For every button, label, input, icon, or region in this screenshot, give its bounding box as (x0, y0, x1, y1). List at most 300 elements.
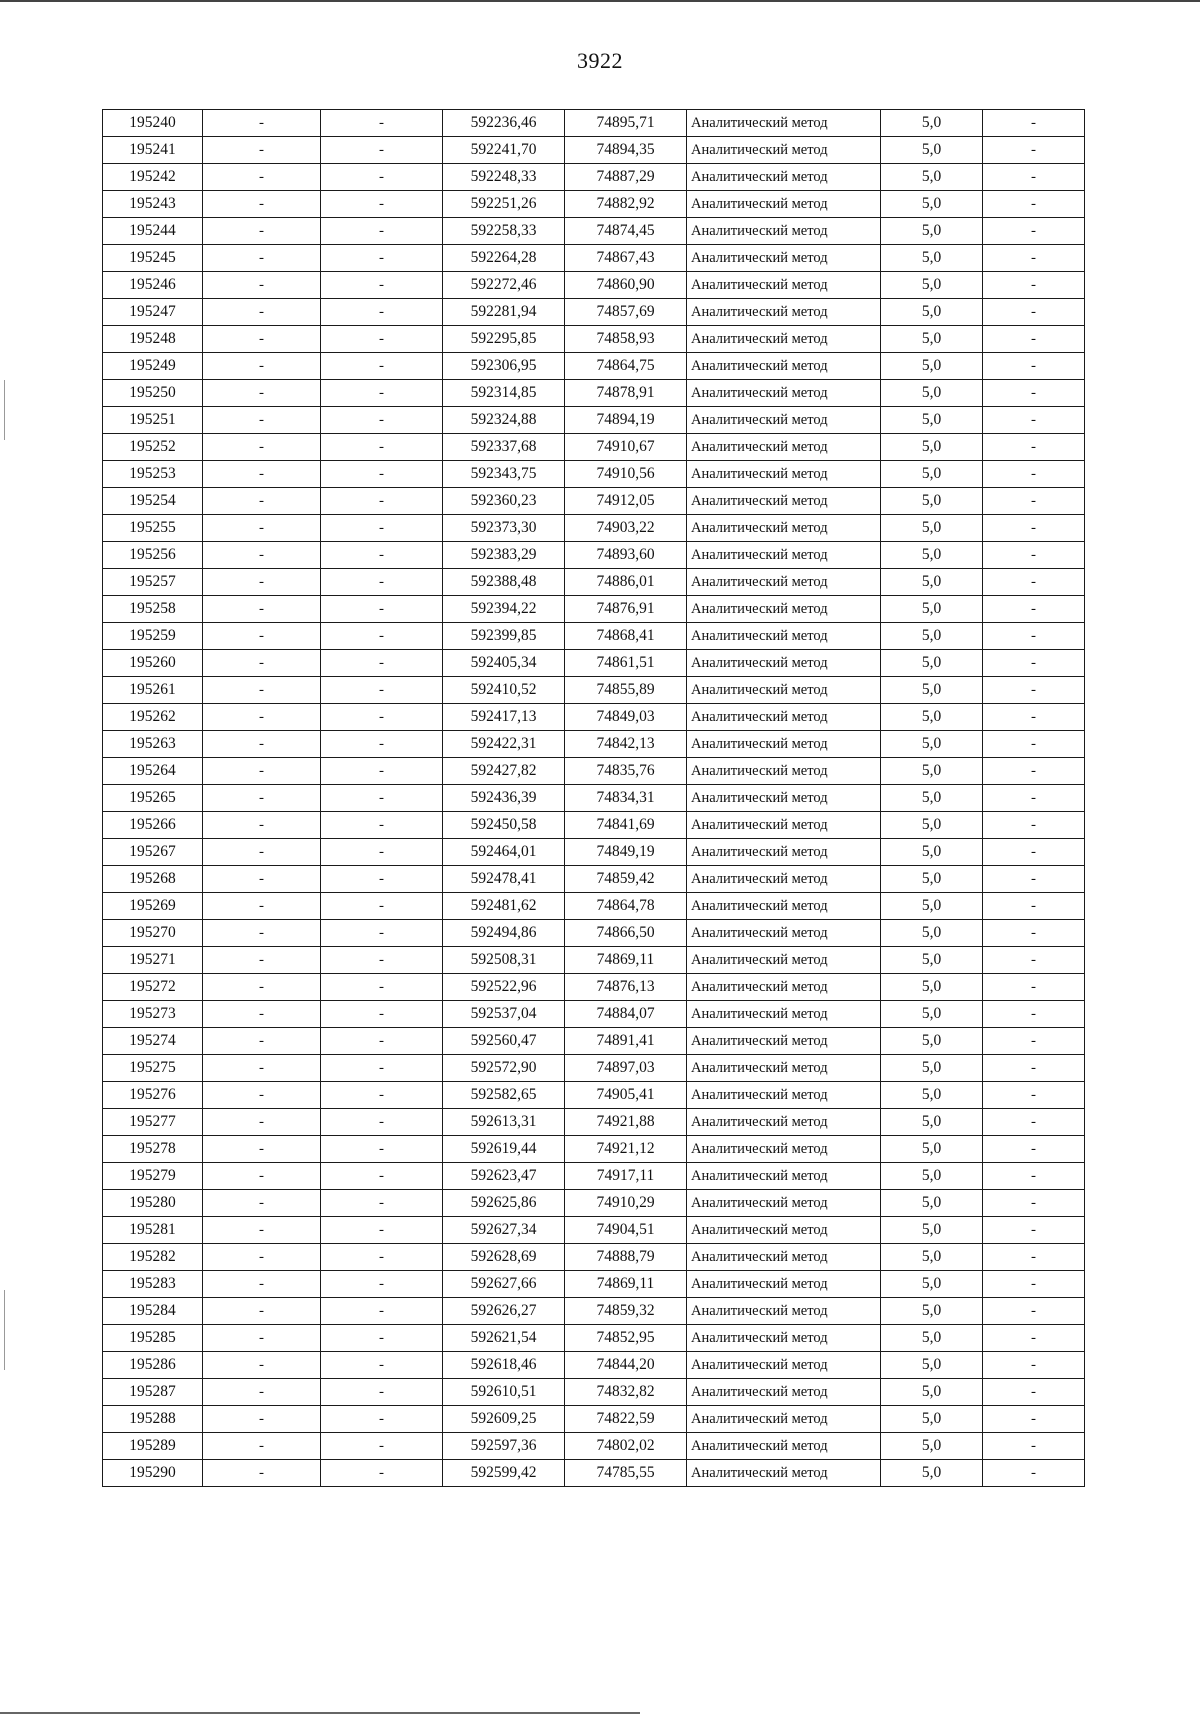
empty-value-cell: - (321, 758, 443, 785)
y-coordinate-cell: 74910,56 (565, 461, 687, 488)
empty-value-cell: - (321, 569, 443, 596)
table-row (103, 515, 1085, 542)
y-coordinate-cell: 74834,31 (565, 785, 687, 812)
table-row (103, 1379, 1085, 1406)
x-coordinate-cell: 592450,58 (443, 812, 565, 839)
method-cell: Аналитический метод (687, 461, 881, 488)
empty-value-cell: - (203, 326, 321, 353)
accuracy-cell: 5,0 (881, 1217, 983, 1244)
point-number-cell: 195277 (103, 1109, 203, 1136)
table-row (103, 110, 1085, 137)
x-coordinate-cell: 592258,33 (443, 218, 565, 245)
empty-value-cell: - (321, 1406, 443, 1433)
y-coordinate-cell: 74910,29 (565, 1190, 687, 1217)
empty-value-cell: - (321, 812, 443, 839)
empty-value-cell: - (203, 299, 321, 326)
y-coordinate-cell: 74905,41 (565, 1082, 687, 1109)
x-coordinate-cell: 592609,25 (443, 1406, 565, 1433)
page-number: 3922 (577, 48, 623, 73)
table-row (103, 623, 1085, 650)
x-coordinate-cell: 592537,04 (443, 1001, 565, 1028)
accuracy-cell: 5,0 (881, 1082, 983, 1109)
empty-value-cell: - (203, 1109, 321, 1136)
x-coordinate-cell: 592494,86 (443, 920, 565, 947)
x-coordinate-cell: 592248,33 (443, 164, 565, 191)
point-number-cell: 195266 (103, 812, 203, 839)
empty-value-cell: - (983, 1001, 1085, 1028)
method-cell: Аналитический метод (687, 542, 881, 569)
empty-value-cell: - (321, 650, 443, 677)
point-number-cell: 195274 (103, 1028, 203, 1055)
empty-value-cell: - (203, 1136, 321, 1163)
empty-value-cell: - (321, 137, 443, 164)
method-cell: Аналитический метод (687, 1460, 881, 1487)
empty-value-cell: - (203, 191, 321, 218)
empty-value-cell: - (203, 704, 321, 731)
y-coordinate-cell: 74921,12 (565, 1136, 687, 1163)
empty-value-cell: - (321, 623, 443, 650)
table-row (103, 1271, 1085, 1298)
method-cell: Аналитический метод (687, 1379, 881, 1406)
y-coordinate-cell: 74897,03 (565, 1055, 687, 1082)
empty-value-cell: - (203, 1163, 321, 1190)
empty-value-cell: - (203, 1244, 321, 1271)
empty-value-cell: - (203, 623, 321, 650)
accuracy-cell: 5,0 (881, 650, 983, 677)
empty-value-cell: - (321, 893, 443, 920)
method-cell: Аналитический метод (687, 1136, 881, 1163)
method-cell: Аналитический метод (687, 353, 881, 380)
empty-value-cell: - (983, 1055, 1085, 1082)
empty-value-cell: - (321, 218, 443, 245)
y-coordinate-cell: 74864,75 (565, 353, 687, 380)
point-number-cell: 195251 (103, 407, 203, 434)
left-scan-mark (4, 1290, 5, 1370)
empty-value-cell: - (321, 245, 443, 272)
empty-value-cell: - (203, 866, 321, 893)
accuracy-cell: 5,0 (881, 1163, 983, 1190)
method-cell: Аналитический метод (687, 1325, 881, 1352)
empty-value-cell: - (321, 1244, 443, 1271)
method-cell: Аналитический метод (687, 272, 881, 299)
y-coordinate-cell: 74858,93 (565, 326, 687, 353)
method-cell: Аналитический метод (687, 1433, 881, 1460)
table-row (103, 677, 1085, 704)
table-row (103, 434, 1085, 461)
point-number-cell: 195261 (103, 677, 203, 704)
empty-value-cell: - (321, 1109, 443, 1136)
empty-value-cell: - (983, 974, 1085, 1001)
point-number-cell: 195273 (103, 1001, 203, 1028)
y-coordinate-cell: 74917,11 (565, 1163, 687, 1190)
y-coordinate-cell: 74903,22 (565, 515, 687, 542)
empty-value-cell: - (983, 1352, 1085, 1379)
accuracy-cell: 5,0 (881, 1298, 983, 1325)
y-coordinate-cell: 74869,11 (565, 947, 687, 974)
empty-value-cell: - (203, 731, 321, 758)
method-cell: Аналитический метод (687, 1217, 881, 1244)
empty-value-cell: - (321, 1433, 443, 1460)
point-number-cell: 195252 (103, 434, 203, 461)
empty-value-cell: - (983, 488, 1085, 515)
x-coordinate-cell: 592582,65 (443, 1082, 565, 1109)
empty-value-cell: - (983, 920, 1085, 947)
empty-value-cell: - (321, 731, 443, 758)
table-row (103, 218, 1085, 245)
y-coordinate-cell: 74882,92 (565, 191, 687, 218)
accuracy-cell: 5,0 (881, 785, 983, 812)
empty-value-cell: - (983, 1217, 1085, 1244)
table-row (103, 353, 1085, 380)
empty-value-cell: - (203, 839, 321, 866)
empty-value-cell: - (321, 677, 443, 704)
empty-value-cell: - (203, 1352, 321, 1379)
y-coordinate-cell: 74802,02 (565, 1433, 687, 1460)
x-coordinate-cell: 592281,94 (443, 299, 565, 326)
empty-value-cell: - (321, 596, 443, 623)
accuracy-cell: 5,0 (881, 1406, 983, 1433)
table-row (103, 1055, 1085, 1082)
x-coordinate-cell: 592251,26 (443, 191, 565, 218)
x-coordinate-cell: 592422,31 (443, 731, 565, 758)
empty-value-cell: - (203, 1325, 321, 1352)
table-row (103, 650, 1085, 677)
method-cell: Аналитический метод (687, 704, 881, 731)
y-coordinate-cell: 74893,60 (565, 542, 687, 569)
empty-value-cell: - (983, 677, 1085, 704)
empty-value-cell: - (203, 488, 321, 515)
point-number-cell: 195269 (103, 893, 203, 920)
empty-value-cell: - (321, 866, 443, 893)
point-number-cell: 195280 (103, 1190, 203, 1217)
empty-value-cell: - (321, 272, 443, 299)
accuracy-cell: 5,0 (881, 272, 983, 299)
empty-value-cell: - (983, 704, 1085, 731)
empty-value-cell: - (321, 1163, 443, 1190)
empty-value-cell: - (321, 110, 443, 137)
empty-value-cell: - (203, 677, 321, 704)
y-coordinate-cell: 74869,11 (565, 1271, 687, 1298)
x-coordinate-cell: 592478,41 (443, 866, 565, 893)
empty-value-cell: - (321, 515, 443, 542)
empty-value-cell: - (983, 785, 1085, 812)
empty-value-cell: - (203, 1028, 321, 1055)
empty-value-cell: - (321, 407, 443, 434)
empty-value-cell: - (203, 1001, 321, 1028)
empty-value-cell: - (983, 812, 1085, 839)
method-cell: Аналитический метод (687, 1298, 881, 1325)
empty-value-cell: - (203, 380, 321, 407)
empty-value-cell: - (983, 245, 1085, 272)
method-cell: Аналитический метод (687, 299, 881, 326)
x-coordinate-cell: 592417,13 (443, 704, 565, 731)
y-coordinate-cell: 74876,91 (565, 596, 687, 623)
x-coordinate-cell: 592481,62 (443, 893, 565, 920)
table-row (103, 839, 1085, 866)
empty-value-cell: - (983, 164, 1085, 191)
y-coordinate-cell: 74894,35 (565, 137, 687, 164)
empty-value-cell: - (321, 974, 443, 1001)
empty-value-cell: - (983, 1136, 1085, 1163)
x-coordinate-cell: 592599,42 (443, 1460, 565, 1487)
method-cell: Аналитический метод (687, 434, 881, 461)
table-row (103, 1325, 1085, 1352)
empty-value-cell: - (983, 1298, 1085, 1325)
empty-value-cell: - (983, 1082, 1085, 1109)
point-number-cell: 195244 (103, 218, 203, 245)
table-row (103, 785, 1085, 812)
table-row (103, 542, 1085, 569)
empty-value-cell: - (983, 623, 1085, 650)
y-coordinate-cell: 74844,20 (565, 1352, 687, 1379)
table-row (103, 461, 1085, 488)
y-coordinate-cell: 74874,45 (565, 218, 687, 245)
y-coordinate-cell: 74864,78 (565, 893, 687, 920)
point-number-cell: 195290 (103, 1460, 203, 1487)
accuracy-cell: 5,0 (881, 1001, 983, 1028)
empty-value-cell: - (321, 1001, 443, 1028)
method-cell: Аналитический метод (687, 245, 881, 272)
empty-value-cell: - (203, 218, 321, 245)
empty-value-cell: - (983, 1379, 1085, 1406)
accuracy-cell: 5,0 (881, 164, 983, 191)
method-cell: Аналитический метод (687, 866, 881, 893)
method-cell: Аналитический метод (687, 893, 881, 920)
point-number-cell: 195250 (103, 380, 203, 407)
x-coordinate-cell: 592241,70 (443, 137, 565, 164)
x-coordinate-cell: 592508,31 (443, 947, 565, 974)
empty-value-cell: - (321, 164, 443, 191)
accuracy-cell: 5,0 (881, 677, 983, 704)
point-number-cell: 195281 (103, 1217, 203, 1244)
point-number-cell: 195247 (103, 299, 203, 326)
point-number-cell: 195282 (103, 1244, 203, 1271)
table-row (103, 1163, 1085, 1190)
empty-value-cell: - (321, 1082, 443, 1109)
x-coordinate-cell: 592306,95 (443, 353, 565, 380)
table-row (103, 947, 1085, 974)
point-number-cell: 195245 (103, 245, 203, 272)
y-coordinate-cell: 74835,76 (565, 758, 687, 785)
empty-value-cell: - (983, 731, 1085, 758)
table-row (103, 569, 1085, 596)
table-row (103, 1028, 1085, 1055)
point-number-cell: 195264 (103, 758, 203, 785)
empty-value-cell: - (203, 137, 321, 164)
x-coordinate-cell: 592399,85 (443, 623, 565, 650)
x-coordinate-cell: 592560,47 (443, 1028, 565, 1055)
table-row (103, 812, 1085, 839)
empty-value-cell: - (321, 1217, 443, 1244)
empty-value-cell: - (983, 650, 1085, 677)
method-cell: Аналитический метод (687, 110, 881, 137)
y-coordinate-cell: 74849,19 (565, 839, 687, 866)
table-row (103, 893, 1085, 920)
y-coordinate-cell: 74912,05 (565, 488, 687, 515)
x-coordinate-cell: 592618,46 (443, 1352, 565, 1379)
empty-value-cell: - (203, 596, 321, 623)
y-coordinate-cell: 74868,41 (565, 623, 687, 650)
y-coordinate-cell: 74785,55 (565, 1460, 687, 1487)
method-cell: Аналитический метод (687, 1352, 881, 1379)
method-cell: Аналитический метод (687, 1082, 881, 1109)
table-row (103, 1244, 1085, 1271)
empty-value-cell: - (203, 1271, 321, 1298)
accuracy-cell: 5,0 (881, 488, 983, 515)
method-cell: Аналитический метод (687, 785, 881, 812)
x-coordinate-cell: 592627,34 (443, 1217, 565, 1244)
accuracy-cell: 5,0 (881, 542, 983, 569)
coordinates-table (102, 109, 1085, 1487)
empty-value-cell: - (203, 542, 321, 569)
x-coordinate-cell: 592295,85 (443, 326, 565, 353)
empty-value-cell: - (321, 1460, 443, 1487)
accuracy-cell: 5,0 (881, 1379, 983, 1406)
method-cell: Аналитический метод (687, 947, 881, 974)
left-scan-mark (4, 380, 5, 440)
empty-value-cell: - (983, 1244, 1085, 1271)
empty-value-cell: - (321, 1271, 443, 1298)
point-number-cell: 195271 (103, 947, 203, 974)
table-row (103, 299, 1085, 326)
empty-value-cell: - (321, 1028, 443, 1055)
empty-value-cell: - (203, 461, 321, 488)
point-number-cell: 195243 (103, 191, 203, 218)
method-cell: Аналитический метод (687, 1001, 881, 1028)
method-cell: Аналитический метод (687, 380, 881, 407)
point-number-cell: 195242 (103, 164, 203, 191)
method-cell: Аналитический метод (687, 812, 881, 839)
accuracy-cell: 5,0 (881, 1109, 983, 1136)
x-coordinate-cell: 592410,52 (443, 677, 565, 704)
table-row (103, 1406, 1085, 1433)
empty-value-cell: - (983, 758, 1085, 785)
x-coordinate-cell: 592324,88 (443, 407, 565, 434)
accuracy-cell: 5,0 (881, 1325, 983, 1352)
table-row (103, 245, 1085, 272)
empty-value-cell: - (203, 407, 321, 434)
point-number-cell: 195283 (103, 1271, 203, 1298)
point-number-cell: 195285 (103, 1325, 203, 1352)
table-row (103, 488, 1085, 515)
method-cell: Аналитический метод (687, 191, 881, 218)
accuracy-cell: 5,0 (881, 191, 983, 218)
x-coordinate-cell: 592383,29 (443, 542, 565, 569)
method-cell: Аналитический метод (687, 1109, 881, 1136)
accuracy-cell: 5,0 (881, 407, 983, 434)
y-coordinate-cell: 74886,01 (565, 569, 687, 596)
table-row (103, 137, 1085, 164)
x-coordinate-cell: 592625,86 (443, 1190, 565, 1217)
empty-value-cell: - (321, 920, 443, 947)
empty-value-cell: - (321, 839, 443, 866)
accuracy-cell: 5,0 (881, 1352, 983, 1379)
empty-value-cell: - (203, 1190, 321, 1217)
empty-value-cell: - (983, 839, 1085, 866)
empty-value-cell: - (203, 569, 321, 596)
accuracy-cell: 5,0 (881, 731, 983, 758)
empty-value-cell: - (983, 1163, 1085, 1190)
point-number-cell: 195256 (103, 542, 203, 569)
table-row (103, 920, 1085, 947)
empty-value-cell: - (321, 353, 443, 380)
method-cell: Аналитический метод (687, 839, 881, 866)
method-cell: Аналитический метод (687, 974, 881, 1001)
empty-value-cell: - (321, 1325, 443, 1352)
point-number-cell: 195255 (103, 515, 203, 542)
empty-value-cell: - (983, 542, 1085, 569)
empty-value-cell: - (321, 1298, 443, 1325)
point-number-cell: 195254 (103, 488, 203, 515)
accuracy-cell: 5,0 (881, 515, 983, 542)
empty-value-cell: - (203, 1433, 321, 1460)
top-scan-rule (0, 0, 1200, 2)
empty-value-cell: - (983, 218, 1085, 245)
empty-value-cell: - (203, 110, 321, 137)
empty-value-cell: - (203, 515, 321, 542)
accuracy-cell: 5,0 (881, 326, 983, 353)
empty-value-cell: - (983, 1433, 1085, 1460)
point-number-cell: 195257 (103, 569, 203, 596)
x-coordinate-cell: 592464,01 (443, 839, 565, 866)
method-cell: Аналитический метод (687, 650, 881, 677)
empty-value-cell: - (203, 245, 321, 272)
point-number-cell: 195258 (103, 596, 203, 623)
y-coordinate-cell: 74887,29 (565, 164, 687, 191)
y-coordinate-cell: 74832,82 (565, 1379, 687, 1406)
accuracy-cell: 5,0 (881, 1190, 983, 1217)
empty-value-cell: - (983, 272, 1085, 299)
table-row (103, 164, 1085, 191)
accuracy-cell: 5,0 (881, 623, 983, 650)
point-number-cell: 195270 (103, 920, 203, 947)
point-number-cell: 195249 (103, 353, 203, 380)
table-row (103, 704, 1085, 731)
empty-value-cell: - (983, 1460, 1085, 1487)
method-cell: Аналитический метод (687, 326, 881, 353)
point-number-cell: 195259 (103, 623, 203, 650)
x-coordinate-cell: 592436,39 (443, 785, 565, 812)
accuracy-cell: 5,0 (881, 461, 983, 488)
accuracy-cell: 5,0 (881, 1271, 983, 1298)
method-cell: Аналитический метод (687, 164, 881, 191)
x-coordinate-cell: 592236,46 (443, 110, 565, 137)
point-number-cell: 195246 (103, 272, 203, 299)
x-coordinate-cell: 592314,85 (443, 380, 565, 407)
x-coordinate-cell: 592597,36 (443, 1433, 565, 1460)
empty-value-cell: - (203, 920, 321, 947)
point-number-cell: 195275 (103, 1055, 203, 1082)
empty-value-cell: - (203, 1298, 321, 1325)
method-cell: Аналитический метод (687, 488, 881, 515)
empty-value-cell: - (983, 353, 1085, 380)
point-number-cell: 195289 (103, 1433, 203, 1460)
accuracy-cell: 5,0 (881, 947, 983, 974)
point-number-cell: 195288 (103, 1406, 203, 1433)
method-cell: Аналитический метод (687, 1244, 881, 1271)
method-cell: Аналитический метод (687, 731, 881, 758)
table-row (103, 1082, 1085, 1109)
table-row (103, 1352, 1085, 1379)
empty-value-cell: - (203, 1379, 321, 1406)
empty-value-cell: - (983, 947, 1085, 974)
point-number-cell: 195265 (103, 785, 203, 812)
table-row (103, 1217, 1085, 1244)
empty-value-cell: - (321, 1136, 443, 1163)
empty-value-cell: - (203, 434, 321, 461)
method-cell: Аналитический метод (687, 623, 881, 650)
table-row (103, 380, 1085, 407)
